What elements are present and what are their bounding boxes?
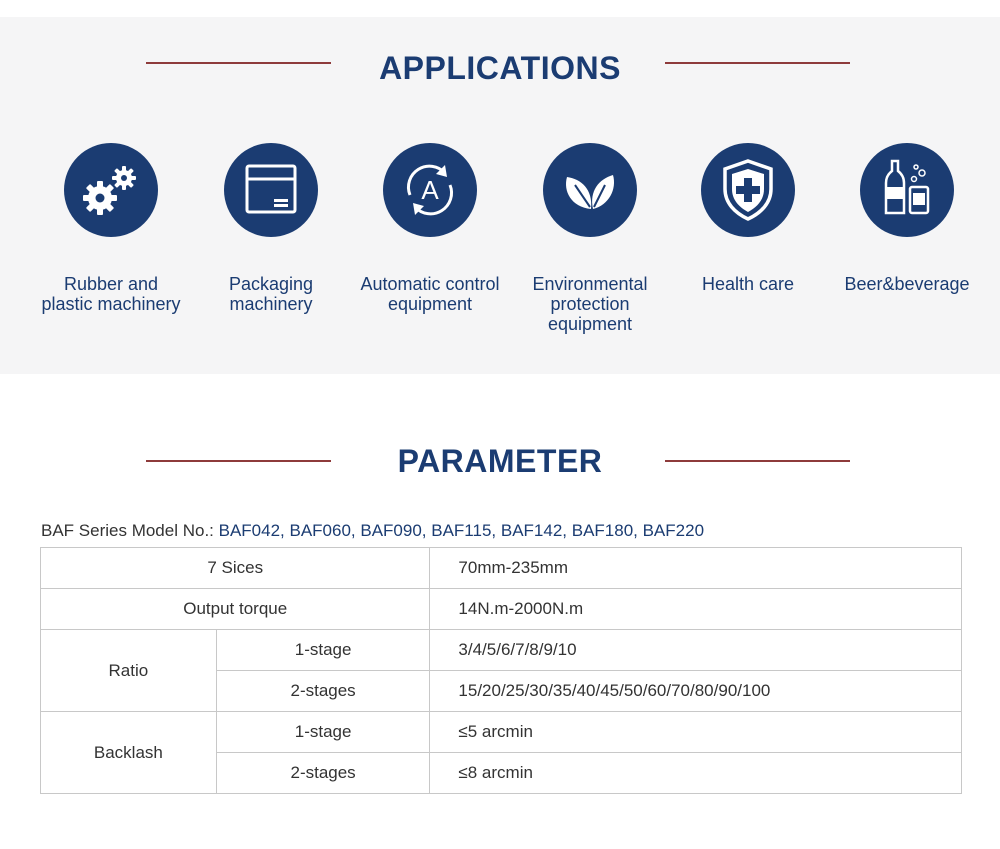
parameter-title: PARAMETER bbox=[397, 443, 603, 479]
shield-plus-icon bbox=[701, 143, 795, 237]
table-cell-sublabel: 1-stage bbox=[216, 712, 430, 753]
table-cell-sublabel: 1-stage bbox=[216, 630, 430, 671]
table-cell-value: ≤8 arcmin bbox=[430, 753, 962, 794]
table-cell-label: Output torque bbox=[41, 589, 430, 630]
application-item-packaging bbox=[186, 143, 356, 314]
application-item-environmental bbox=[505, 143, 675, 334]
table-row bbox=[41, 630, 962, 671]
leaves-icon bbox=[543, 143, 637, 237]
parameter-table bbox=[40, 547, 962, 794]
application-icon-circle bbox=[383, 143, 477, 237]
table-cell-value: 3/4/5/6/7/8/9/10 bbox=[430, 630, 962, 671]
application-icon-circle bbox=[701, 143, 795, 237]
gears-icon bbox=[64, 143, 158, 237]
box-icon bbox=[224, 143, 318, 237]
application-icon-circle bbox=[64, 143, 158, 237]
table-cell-value: ≤5 arcmin bbox=[430, 712, 962, 753]
applications-section bbox=[0, 17, 1000, 374]
application-item-rubber bbox=[26, 143, 196, 314]
applications-title: APPLICATIONS bbox=[379, 50, 621, 86]
application-label: Automatic control equipment bbox=[360, 274, 500, 314]
table-cell-sublabel: 2-stages bbox=[216, 671, 430, 712]
table-cell-value: 70mm-235mm bbox=[430, 548, 962, 589]
series-models: BAF042, BAF060, BAF090, BAF115, BAF142, BAF180, BAF220 bbox=[218, 521, 705, 540]
application-icon-circle bbox=[860, 143, 954, 237]
table-cell-group-label: Ratio bbox=[41, 630, 217, 712]
table-cell-group-label: Backlash bbox=[41, 712, 217, 794]
automation-icon-letter: A bbox=[421, 175, 439, 205]
table-row bbox=[41, 589, 962, 630]
application-item-health bbox=[663, 143, 833, 294]
application-label: Packaging machinery bbox=[228, 274, 314, 314]
application-label: Health care bbox=[701, 274, 795, 294]
application-label: Beer&beverage bbox=[844, 274, 970, 294]
application-item-automatic bbox=[345, 143, 515, 314]
application-label: Environmental protection equipment bbox=[532, 274, 648, 334]
table-row bbox=[41, 548, 962, 589]
table-cell-value: 14N.m-2000N.m bbox=[430, 589, 962, 630]
series-model-line bbox=[41, 521, 704, 541]
series-label: BAF Series Model No.: bbox=[41, 521, 219, 540]
application-label: Rubber and plastic machinery bbox=[41, 274, 181, 314]
automation-icon bbox=[383, 143, 477, 237]
table-row bbox=[41, 712, 962, 753]
application-icon-circle bbox=[224, 143, 318, 237]
application-item-beverage bbox=[822, 143, 992, 294]
table-cell-label: 7 Sices bbox=[41, 548, 430, 589]
bottle-can-icon bbox=[860, 143, 954, 237]
table-cell-sublabel: 2-stages bbox=[216, 753, 430, 794]
table-cell-value: 15/20/25/30/35/40/45/50/60/70/80/90/100 bbox=[430, 671, 962, 712]
application-icon-circle bbox=[543, 143, 637, 237]
